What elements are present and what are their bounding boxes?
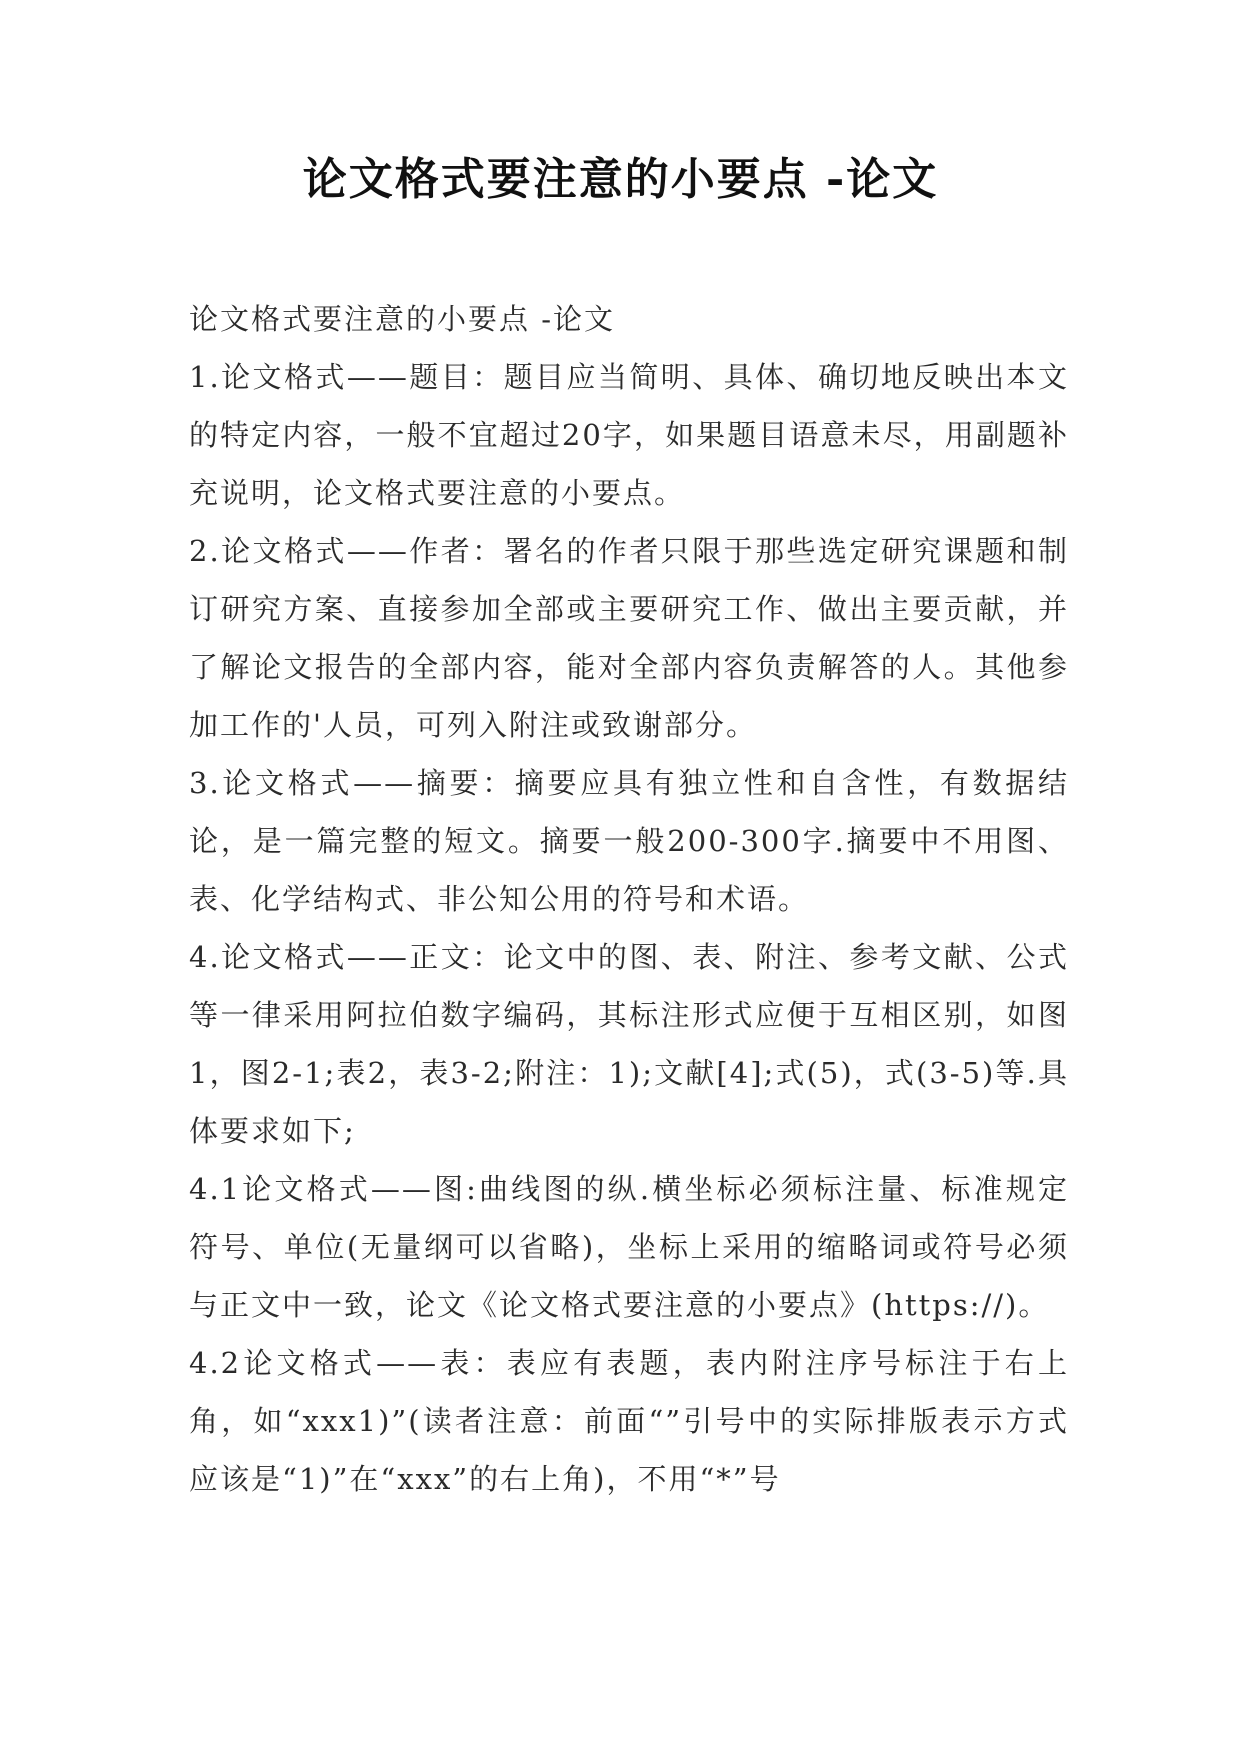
paragraph-abstract-section: 3.论文格式——摘要：摘要应具有独立性和自含性，有数据结论，是一篇完整的短文。摘要一般200-300字.摘要中不用图、表、化学结构式、非公知公用的符号和术语。 <box>189 766 1069 916</box>
paragraph-author-section: 2.论文格式——作者：署名的作者只限于那些选定研究课题和制订研究方案、直接参加全部或主要研究工作、做出主要贡献，并了解论文报告的全部内容，能对全部内容负责解答的人。其他参加工作的'人员，可列入附注或致谢部分。 <box>189 534 1069 742</box>
document-title: 论文格式要注意的小要点 -论文 <box>302 154 939 205</box>
paragraph-title-section: 1.论文格式——题目：题目应当简明、具体、确切地反映出本文的特定内容，一般不宜超过20字，如果题目语意未尽，用副题补充说明，论文格式要注意的小要点。 <box>189 360 1069 510</box>
paragraph-heading-repeat: 论文格式要注意的小要点 -论文 <box>189 302 616 336</box>
paragraph-table-section: 4.2论文格式——表：表应有表题，表内附注序号标注于右上角，如“xxx1)”(读者注意：前面“”引号中的实际排版表示方式应该是“1)”在“xxx”的右上角)，不用“*”号 <box>189 1346 1069 1496</box>
document-body <box>189 290 1069 1508</box>
paragraph-figure-section: 4.1论文格式——图:曲线图的纵.横坐标必须标注量、标准规定符号、单位(无量纲可以省略)，坐标上采用的缩略词或符号必须与正文中一致，论文《论文格式要注意的小要点》(https://)。 <box>189 1172 1069 1322</box>
paragraph-body-section: 4.论文格式——正文：论文中的图、表、附注、参考文献、公式等一律采用阿拉伯数字编码，其标注形式应便于互相区别，如图1，图2-1;表2，表3-2;附注：1);文献[4];式(5)，式(3-5)等.具体要求如下; <box>189 940 1069 1148</box>
